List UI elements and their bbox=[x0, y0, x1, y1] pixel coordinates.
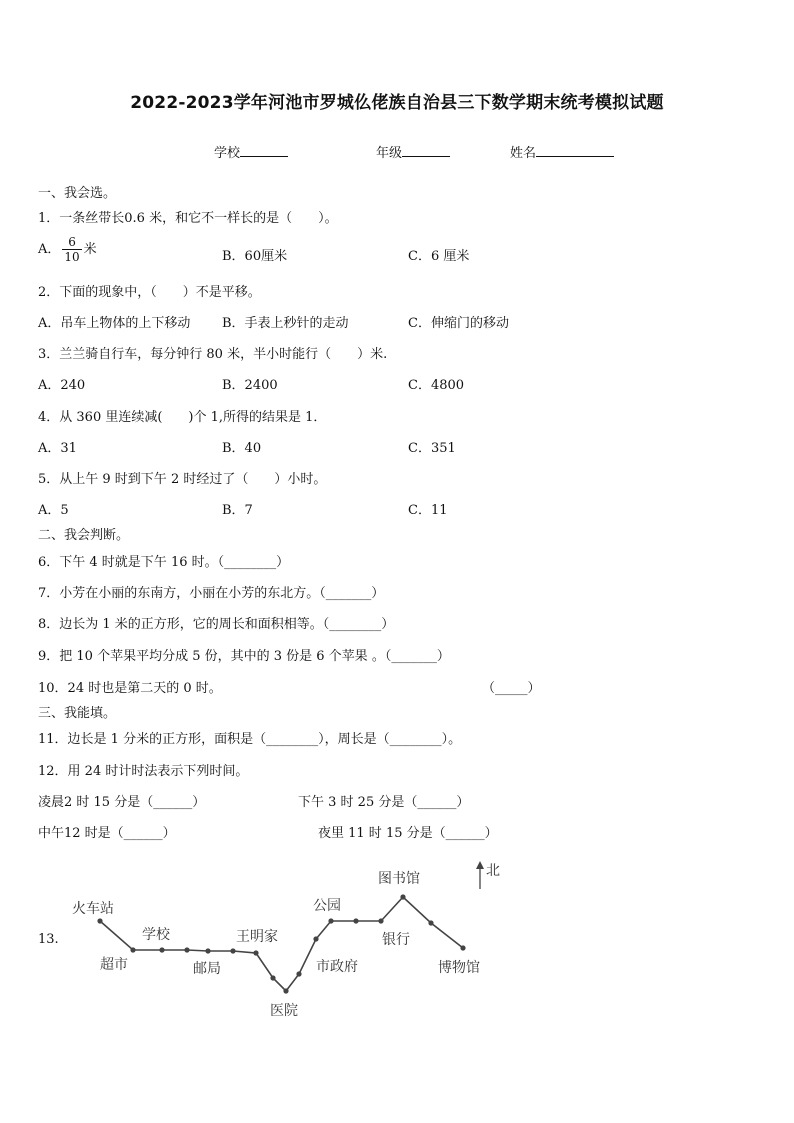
north-label: 北 bbox=[486, 863, 500, 879]
place-label: 王明家 bbox=[236, 929, 278, 945]
section-heading: 一、我会选。 bbox=[38, 186, 117, 201]
q1-option-b[interactable]: B．60厘米 bbox=[222, 249, 288, 264]
section-heading: 三、我能填。 bbox=[38, 706, 117, 721]
name-field bbox=[510, 142, 614, 161]
node-dot bbox=[159, 947, 164, 952]
q5-option-a[interactable]: A．5 bbox=[38, 503, 69, 518]
q4-option-a[interactable]: A．31 bbox=[38, 441, 77, 456]
q1-option-c[interactable]: C．6 厘米 bbox=[408, 249, 470, 264]
q4-option-b[interactable]: B．40 bbox=[222, 441, 262, 456]
question-8[interactable]: 8．边长为 1 米的正方形，它的周长和面积相等。（________） bbox=[38, 617, 395, 632]
option-unit: 米 bbox=[83, 242, 97, 257]
north-arrow-icon bbox=[476, 861, 500, 889]
node-dot bbox=[428, 920, 433, 925]
name-blank[interactable] bbox=[536, 143, 614, 157]
place-label: 超市 bbox=[100, 957, 128, 973]
question-13-number: 13. bbox=[38, 932, 59, 947]
node-dot bbox=[328, 918, 333, 923]
fraction bbox=[62, 235, 81, 264]
q2-option-c[interactable]: C．伸缩门的移动 bbox=[408, 316, 509, 331]
name-label: 姓名 bbox=[510, 146, 537, 161]
question-6[interactable]: 6．下午 4 时就是下午 16 时。（________） bbox=[38, 555, 290, 570]
school-field bbox=[214, 142, 288, 161]
node-dot bbox=[97, 918, 102, 923]
question-3: 3．兰兰骑自行车，每分钟行 80 米，半小时能行（ ）米. bbox=[38, 347, 388, 362]
question-1: 1．一条丝带长0.6 米，和它不一样长的是（ ）。 bbox=[38, 211, 338, 226]
question-7[interactable]: 7．小芳在小丽的东南方，小丽在小芳的东北方。（_______） bbox=[38, 586, 385, 601]
node-dot bbox=[460, 945, 465, 950]
place-label: 邮局 bbox=[193, 961, 221, 977]
grade-label: 年级 bbox=[376, 146, 403, 161]
q10-answer-blank[interactable]: （_____） bbox=[482, 681, 541, 696]
numerator: 6 bbox=[62, 235, 81, 250]
q5-option-c[interactable]: C．11 bbox=[408, 503, 448, 518]
question-9[interactable]: 9．把 10 个苹果平均分成 5 份，其中的 3 份是 6 个苹果 。（_______） bbox=[38, 649, 450, 664]
q1-option-a[interactable] bbox=[38, 235, 97, 264]
q3-option-a[interactable]: A．240 bbox=[38, 378, 86, 393]
school-blank[interactable] bbox=[240, 143, 288, 157]
q2-option-a[interactable]: A．吊车上物体的上下移动 bbox=[38, 316, 191, 331]
q12-item[interactable]: 中午12 时是（______） bbox=[38, 826, 176, 841]
node-dot bbox=[253, 950, 258, 955]
question-4: 4．从 360 里连续减( )个 1,所得的结果是 1． bbox=[38, 410, 327, 425]
node-dot bbox=[296, 971, 301, 976]
q2-option-b[interactable]: B．手表上秒针的走动 bbox=[222, 316, 349, 331]
node-dot bbox=[205, 948, 210, 953]
route-nodes bbox=[97, 894, 465, 993]
q12-item[interactable]: 下午 3 时 25 分是（______） bbox=[298, 795, 470, 810]
node-dot bbox=[130, 947, 135, 952]
denominator: 10 bbox=[64, 250, 80, 264]
question-10: 10．24 时也是第二天的 0 时。 bbox=[38, 681, 222, 696]
q12-item[interactable]: 凌晨2 时 15 分是（______） bbox=[38, 795, 206, 810]
page-title: 2022-2023学年河池市罗城仫佬族自治县三下数学期末统考模拟试题 bbox=[130, 93, 664, 113]
question-5: 5．从上午 9 时到下午 2 时经过了（ ）小时。 bbox=[38, 472, 327, 487]
place-label: 学校 bbox=[142, 927, 170, 943]
grade-field bbox=[376, 142, 450, 161]
node-dot bbox=[313, 936, 318, 941]
route-map bbox=[60, 855, 520, 1025]
node-dot bbox=[353, 918, 358, 923]
place-label: 市政府 bbox=[316, 959, 358, 975]
question-11[interactable]: 11．边长是 1 分米的正方形，面积是（________），周长是（________）。 bbox=[38, 732, 462, 747]
node-dot bbox=[400, 894, 405, 899]
grade-blank[interactable] bbox=[402, 143, 450, 157]
question-12: 12．用 24 时计时法表示下列时间。 bbox=[38, 764, 249, 779]
place-label: 图书馆 bbox=[378, 871, 420, 887]
q5-option-b[interactable]: B．7 bbox=[222, 503, 253, 518]
node-dot bbox=[270, 975, 275, 980]
node-dot bbox=[378, 918, 383, 923]
school-label: 学校 bbox=[214, 146, 241, 161]
question-2: 2．下面的现象中，（ ）不是平移。 bbox=[38, 285, 261, 300]
node-dot bbox=[184, 947, 189, 952]
node-dot bbox=[230, 948, 235, 953]
q12-item[interactable]: 夜里 11 时 15 分是（______） bbox=[318, 826, 498, 841]
q3-option-c[interactable]: C．4800 bbox=[408, 378, 465, 393]
place-label: 火车站 bbox=[72, 901, 114, 917]
q3-option-b[interactable]: B．2400 bbox=[222, 378, 278, 393]
option-label: A． bbox=[38, 242, 61, 257]
q4-option-c[interactable]: C．351 bbox=[408, 441, 456, 456]
place-label: 公园 bbox=[313, 898, 341, 914]
node-dot bbox=[283, 988, 288, 993]
place-label: 医院 bbox=[270, 1003, 298, 1019]
place-label: 银行 bbox=[382, 932, 410, 948]
section-heading: 二、我会判断。 bbox=[38, 528, 130, 543]
place-label: 博物馆 bbox=[438, 960, 480, 976]
